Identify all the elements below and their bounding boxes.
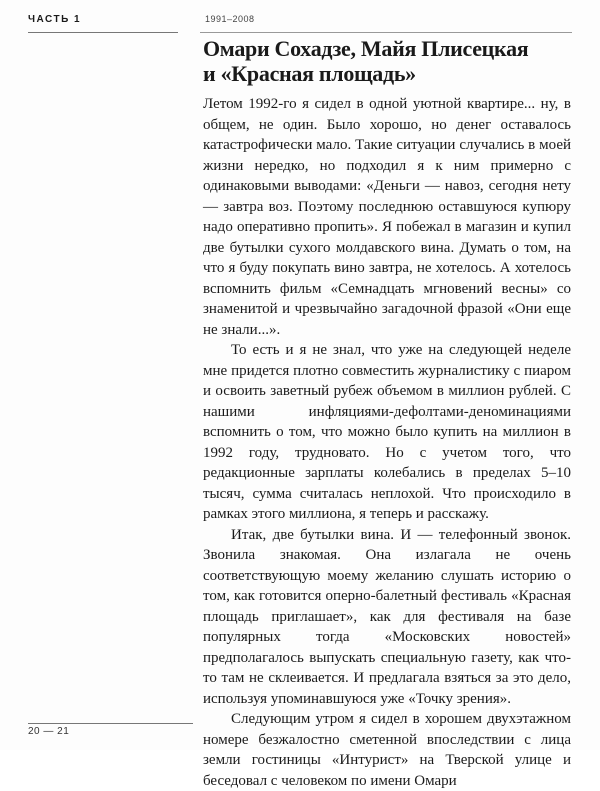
body-text (203, 94, 571, 791)
chapter-title-line-2: и «Красная площадь» (203, 61, 416, 86)
chapter-title (203, 36, 573, 86)
chapter-title-line-1: Омари Сохадзе, Майя Плисецкая (203, 36, 529, 61)
paragraph: Следующим утром я сидел в хорошем двухэтажном номере безжалостно сметенной впоследствии с лица земли гостиницы «Интурист» на Тверской улице и беседовал с человеком по имени Омари (203, 711, 571, 789)
paragraph: Итак, две бутылки вина. И — телефонный звонок. Звонила знакомая. Она излагала не очень соответствующую моему желанию слушать историю о том, как готовится оперно-балетный фестиваль «Красная площадь приглашает», как для фестиваля на базе популярных тогда «Московских новостей» предполагалось выпускать специальную газету, как что-то там не склеивается. И предлагала взяться за это дело, используя упоминавшуюся уже «Точку зрения». (203, 526, 571, 707)
paragraph: То есть и я не знал, что уже на следующей неделе мне придется плотно совместить журналистику с пиаром и освоить заветный рубеж объемом в миллион рублей. С нашими инфляциями-дефолтами-деноминациями вспомнить о том, что можно было купить на миллион в 1992 году, трудновато. Но с учетом того, что редакционные зарплаты колебались в пределах 5–10 тысяч, сумма считалась неплохой. Что происходило в рамках этого миллиона, я теперь и расскажу. (203, 342, 571, 522)
page-numbers: 20 — 21 (28, 726, 70, 737)
running-header-years: 1991–2008 (205, 14, 255, 24)
header-rule-right (200, 32, 572, 33)
header-rule-left (28, 32, 178, 33)
paragraph: Летом 1992-го я сидел в одной уютной квартире... ну, в общем, не один. Было хорошо, но денег оставалось катастрофически мало. Такие ситуации случались в моей жизни нередко, но подходил я к ним примерно с одинаковыми выводами: «Деньги — навоз, сегодня нету — завтра воз. Поэтому последнюю оставшуюся купюру надо оперативно пропить». Я побежал в магазин и купил две бутылки сухого молдавского вина. Думать о том, на что я буду покупать вино завтра, не хотелось. А хотелось вспомнить фильм «Семнадцать мгновений весны» со знаменитой и чрезвычайно загадочной фразой «Они еще не знали...». (203, 96, 571, 338)
footer-rule (28, 723, 193, 724)
running-header-part: ЧАСТЬ 1 (28, 14, 82, 25)
